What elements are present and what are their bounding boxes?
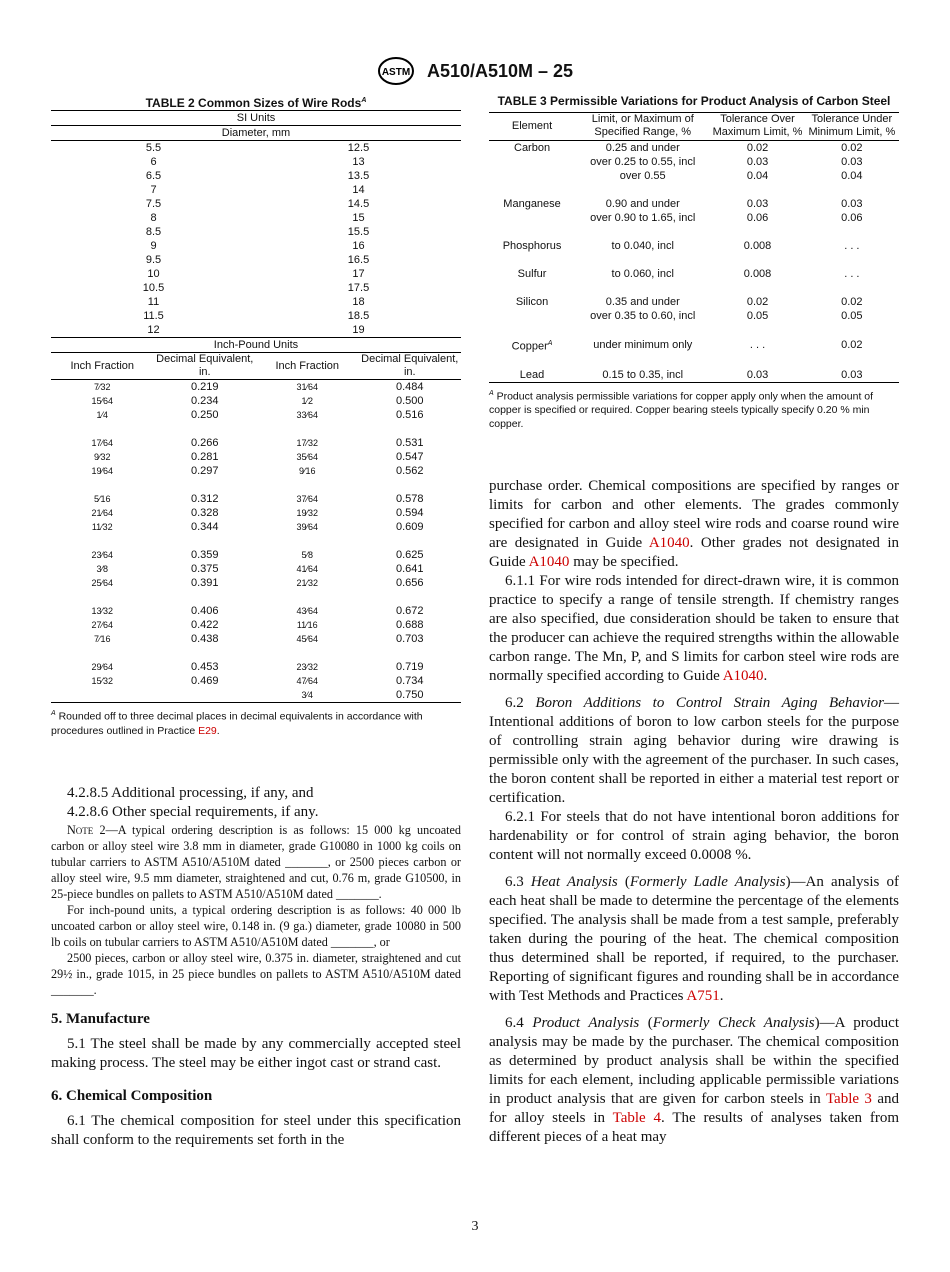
- decimal-cell: 0.734: [395, 675, 424, 687]
- link-table-4[interactable]: Table 4: [612, 1110, 662, 1127]
- element-cell: Carbon: [514, 142, 551, 154]
- value-cell: 0.03: [746, 156, 769, 168]
- si-diameter-cell: 13: [352, 156, 365, 168]
- inch-fraction-cell: 37⁄64: [296, 494, 319, 504]
- decimal-cell: 0.500: [395, 395, 424, 407]
- inch-fraction-cell: 33⁄64: [296, 410, 319, 420]
- table-row: [51, 688, 461, 703]
- si-diameter-cell: 7: [150, 184, 157, 196]
- table-row: [51, 674, 461, 688]
- astm-logo: [377, 56, 415, 86]
- para-6-4: 6.4 Product Analysis (Formerly Check Analysis)—A product analysis may be made by the purchaser. The chemical composition as determined by product analysis shall be within the specified limits for each element, including applicable permissible variations in product analysis that are given for carbon steels in Table 3 and for alloy steels in Table 4. The results of analyses taken from different pieces of a heat may: [489, 1015, 900, 1146]
- table-row: [489, 155, 899, 169]
- table-row: [489, 337, 899, 354]
- element-cell: Manganese: [503, 198, 561, 210]
- value-cell: 0.03: [841, 156, 863, 168]
- table-row: [51, 380, 461, 395]
- si-diameter-cell: 17: [352, 268, 365, 280]
- si-diameter-cell: 12: [51, 323, 256, 338]
- si-diameter-cell: 9: [150, 240, 157, 252]
- decimal-cell: 0.516: [395, 409, 424, 421]
- inch-fraction-cell: 47⁄64: [296, 676, 319, 686]
- value-cell: . . .: [749, 339, 766, 352]
- si-diameter-header: Diameter, mm: [51, 126, 461, 141]
- decimal-cell: 0.672: [395, 605, 424, 617]
- decimal-cell: 0.625: [395, 549, 424, 561]
- table-row: [51, 464, 461, 478]
- table-row: [489, 197, 899, 211]
- left-column: [51, 94, 461, 1150]
- value-cell: 0.02: [746, 142, 769, 154]
- element-cell: Sulfur: [517, 268, 547, 280]
- element-cell: [489, 309, 575, 323]
- si-diameter-cell: 10: [147, 268, 160, 280]
- value-cell: over 0.35 to 0.60, incl: [590, 310, 696, 322]
- decimal-cell: 0.703: [395, 633, 424, 645]
- table3: [489, 112, 899, 383]
- element-cell: Phosphorus: [502, 240, 562, 252]
- table-row: [51, 267, 461, 281]
- para-6-1-1: 6.1.1 For wire rods intended for direct-drawn wire, it is common practice to specify a range of tensile strength. If chemistry ranges are also specified, due consideration should be taken to ensure that the producer can achieve the required strengths within the allowable carbon range. The Mn, P, and S limits for carbon steel wire rods are normally specified according to Guide A1040.: [489, 573, 899, 685]
- decimal-cell: 0.453: [190, 661, 219, 673]
- decimal-cell: 0.328: [190, 507, 219, 519]
- si-diameter-cell: 18: [352, 296, 365, 308]
- inch-fraction-cell: 41⁄64: [296, 564, 319, 574]
- inch-fraction-cell: 21⁄32: [296, 578, 319, 588]
- link-a751[interactable]: A751: [686, 988, 720, 1005]
- value-cell: 0.02: [841, 142, 863, 154]
- table-row: [51, 436, 461, 450]
- table-row: [51, 492, 461, 506]
- inch-fraction-cell: 45⁄64: [296, 634, 319, 644]
- inch-fraction-cell: 11⁄16: [296, 620, 318, 630]
- inch-fraction-cell: [51, 688, 154, 703]
- decimal-cell: 0.484: [395, 381, 424, 393]
- si-diameter-cell: 16.5: [347, 254, 370, 266]
- decimal-cell: 0.609: [395, 521, 424, 533]
- value-cell: over 0.55: [619, 170, 666, 182]
- decimal-cell: 0.547: [395, 451, 424, 463]
- column-header: Element: [489, 113, 575, 141]
- inch-fraction-cell: 43⁄64: [296, 606, 319, 616]
- si-diameter-cell: 18.5: [347, 310, 370, 322]
- si-diameter-cell: 19: [256, 323, 461, 338]
- decimal-cell: 0.250: [190, 409, 219, 421]
- table-row: [51, 197, 461, 211]
- standard-designation: A510/A510M – 25: [426, 60, 574, 81]
- para-6-3: 6.3 Heat Analysis (Formerly Ladle Analysis)—An analysis of each heat shall be made to determine the percentage of the elements specified. The analysis shall be made from a test sample, preferably taken during the pouring of the heat. The chemical composition thus determined shall be reported, if required, to the purchaser. Reporting of significant figures and rounding shall be in accordance with Test Methods and Practices A751.: [489, 874, 899, 1005]
- inch-fraction-cell: 35⁄64: [296, 452, 319, 462]
- value-cell: 0.04: [746, 170, 769, 182]
- inch-fraction-cell: 11⁄32: [91, 522, 113, 532]
- inch-fraction-cell: 3⁄4: [256, 688, 359, 703]
- si-diameter-cell: 14: [352, 184, 365, 196]
- decimal-cell: 0.359: [190, 549, 219, 561]
- value-cell: 0.02: [841, 339, 863, 352]
- table-row: [51, 253, 461, 267]
- table-row: [51, 506, 461, 520]
- table-row: [51, 562, 461, 576]
- inch-fraction-cell: 9⁄32: [93, 452, 111, 462]
- decimal-cell: 0.344: [190, 521, 219, 533]
- value-cell: to 0.040, incl: [611, 240, 674, 252]
- decimal-cell: 0.266: [190, 437, 219, 449]
- inch-fraction-cell: 3⁄8: [96, 564, 108, 574]
- value-cell: to 0.060, incl: [611, 268, 674, 280]
- link-a1040[interactable]: A1040: [528, 554, 570, 571]
- inch-fraction-cell: 19⁄64: [91, 466, 114, 476]
- decimal-cell: 0.531: [395, 437, 424, 449]
- value-cell: 0.90 and under: [605, 198, 680, 210]
- column-header: Tolerance Over Maximum Limit, %: [710, 113, 804, 141]
- value-cell: 0.008: [743, 240, 772, 252]
- ip-units-title: Inch-Pound Units: [51, 338, 461, 353]
- decimal-cell: 0.656: [395, 577, 424, 589]
- si-diameter-cell: 5.5: [145, 142, 162, 154]
- decimal-cell: 0.438: [190, 633, 219, 645]
- si-diameter-cell: 8.5: [145, 226, 162, 238]
- table-row: [51, 548, 461, 562]
- si-units-title: SI Units: [51, 111, 461, 126]
- element-cell: Lead: [489, 368, 575, 383]
- decimal-cell: 0.297: [190, 465, 219, 477]
- para-4-2-8-6: 4.2.8.6 Other special requirements, if any.: [67, 803, 319, 820]
- inch-fraction-cell: 15⁄32: [91, 676, 114, 686]
- decimal-cell: 0.641: [395, 563, 424, 575]
- table-row: [51, 169, 461, 183]
- si-diameter-cell: 6: [150, 156, 157, 168]
- table-row: [51, 632, 461, 646]
- table-row: [489, 295, 899, 309]
- table-row: [489, 141, 899, 156]
- section-6-title: 6. Chemical Composition: [51, 1087, 213, 1104]
- inch-fraction-cell: 1⁄4: [96, 410, 108, 420]
- column-header: Decimal Equivalent, in.: [154, 353, 257, 380]
- table-row: [51, 295, 461, 309]
- si-diameter-cell: 11.5: [143, 310, 164, 322]
- link-e29[interactable]: E29: [198, 724, 217, 737]
- table2-caption: TABLE 2 Common Sizes of Wire Rods$^A$: [145, 96, 367, 110]
- si-diameter-cell: 13.5: [347, 170, 370, 182]
- page-number: 3: [471, 1219, 479, 1234]
- table-row: [51, 520, 461, 534]
- decimal-cell: 0.219: [190, 381, 219, 393]
- decimal-cell: [154, 688, 257, 703]
- para-6-1: 6.1 The chemical composition for steel under this specification shall conform to the requirements set forth in the: [51, 1112, 461, 1148]
- para-6-2-1: 6.2.1 For steels that do not have intentional boron additions for hardenability or for control of strain aging behavior, the boron content will not normally exceed 0.0008 %.: [489, 809, 899, 864]
- column-header: Inch Fraction: [51, 353, 154, 380]
- value-cell: 0.03: [710, 368, 804, 383]
- si-diameter-cell: 9.5: [145, 254, 162, 266]
- decimal-cell: 0.422: [190, 619, 219, 631]
- si-diameter-cell: 8: [150, 212, 157, 224]
- table-row: [51, 155, 461, 169]
- table2: [51, 110, 461, 703]
- value-cell: . . .: [844, 240, 860, 252]
- table-row: [51, 323, 461, 338]
- inch-fraction-cell: 27⁄64: [91, 620, 114, 630]
- note-2-ip-2: 2500 pieces, carbon or alloy steel wire, 0.375 in. diameter, straightened and cut 29½ in., grade 1015, in 25 piece bundles on pallets to ASTM A510/A510M dated _______.: [51, 950, 461, 997]
- table-row: [51, 576, 461, 590]
- table-row: [489, 211, 899, 225]
- para-5-1: 5.1 The steel shall be made by any commercially accepted steel making process. The steel may be either ingot cast or strand cast.: [51, 1035, 461, 1071]
- element-cell: [489, 169, 575, 183]
- inch-fraction-cell: 25⁄64: [91, 578, 114, 588]
- para-6-1-cont: purchase order. Chemical compositions are specified by ranges or limits for carbon and other elements. The grades commonly specified for carbon and alloy steel wire rods and coarse round wire are designated in Guide A1040. Other grades not designated in Guide A1040 may be specified.: [489, 478, 899, 571]
- table-row: [51, 211, 461, 225]
- decimal-cell: 0.578: [395, 493, 424, 505]
- decimal-cell: 0.234: [190, 395, 219, 407]
- table-row: [51, 141, 461, 156]
- inch-fraction-cell: 17⁄32: [296, 438, 319, 448]
- decimal-cell: 0.312: [190, 493, 219, 505]
- footnote-marker: A: [547, 340, 553, 347]
- note-2-ip-1: For inch-pound units, a typical ordering description is as follows: 40 000 lb uncoated carbon or alloy steel wire, 0.148 in. (9 ga.) diameter, grade 10080 in 500 lb coils on tubular carriers to ASTM A510/A510M dated _______, or: [51, 902, 461, 949]
- value-cell: 0.03: [805, 368, 899, 383]
- inch-fraction-cell: 5⁄16: [93, 494, 111, 504]
- para-6-2: 6.2 Boron Additions to Control Strain Aging Behavior—Intentional additions of boron to low carbon steels for the purpose of controlling strain aging behavior during wire drawing is permissible only with the agreement of the purchaser. In such cases, the boron content shall be reported in either a material test report or certification.: [489, 695, 900, 807]
- table-row: [51, 183, 461, 197]
- si-diameter-cell: 6.5: [145, 170, 162, 182]
- decimal-cell: 0.375: [190, 563, 219, 575]
- si-diameter-cell: 15.5: [347, 226, 370, 238]
- decimal-cell: 0.469: [190, 675, 219, 687]
- element-cell: Silicon: [515, 296, 549, 308]
- inch-fraction-cell: 39⁄64: [296, 522, 319, 532]
- page-header: [0, 56, 950, 86]
- decimal-cell: 0.391: [190, 577, 219, 589]
- value-cell: 0.06: [746, 212, 769, 224]
- element-cell: [489, 155, 575, 169]
- inch-fraction-cell: 19⁄32: [296, 508, 319, 518]
- svg-text:ASTM: ASTM: [381, 67, 411, 78]
- inch-fraction-cell: 1⁄2: [301, 396, 313, 406]
- table-row: [489, 267, 899, 281]
- table-row: [489, 368, 899, 383]
- table-row: [51, 408, 461, 422]
- element-cell: Copper$^A$: [511, 340, 553, 353]
- table3-caption: TABLE 3 Permissible Variations for Product Analysis of Carbon Steel: [497, 94, 891, 108]
- table-row: [489, 239, 899, 253]
- section-5-title: 5. Manufacture: [51, 1010, 150, 1027]
- inch-fraction-cell: 9⁄16: [298, 466, 316, 476]
- inch-fraction-cell: 7⁄16: [93, 634, 111, 644]
- table-row: [489, 309, 899, 323]
- column-header: Inch Fraction: [256, 353, 359, 380]
- si-diameter-cell: 16: [352, 240, 365, 252]
- decimal-cell: 0.594: [395, 507, 424, 519]
- para-4-2-8-5: 4.2.8.5 Additional processing, if any, and: [67, 784, 314, 801]
- value-cell: 0.35 and under: [605, 296, 680, 308]
- inch-fraction-cell: 23⁄64: [91, 550, 114, 560]
- value-cell: 0.05: [841, 310, 863, 322]
- table-row: [51, 225, 461, 239]
- value-cell: 0.02: [746, 296, 769, 308]
- value-cell: 0.15 to 0.35, incl: [575, 368, 710, 383]
- inch-fraction-cell: 13⁄32: [91, 606, 114, 616]
- table3-footnote: $^A$ Product analysis permissible variations for copper apply only when the amount of copper is specified or required. Copper bearing steels typically specify 0.20 % min copper.: [489, 389, 874, 431]
- inch-fraction-cell: 29⁄64: [91, 662, 114, 672]
- column-header: Decimal Equivalent, in.: [359, 353, 462, 380]
- table-row: [51, 309, 461, 323]
- value-cell: 0.008: [743, 268, 772, 280]
- decimal-cell: 0.688: [395, 619, 424, 631]
- link-a1040[interactable]: A1040: [648, 535, 690, 552]
- decimal-cell: 0.406: [190, 605, 219, 617]
- value-cell: 0.05: [746, 310, 769, 322]
- value-cell: 0.03: [841, 198, 863, 210]
- inch-fraction-cell: 15⁄64: [91, 396, 114, 406]
- inch-fraction-cell: 17⁄64: [91, 438, 114, 448]
- link-a1040[interactable]: A1040: [722, 668, 764, 685]
- table-row: [51, 394, 461, 408]
- value-cell: 0.04: [841, 170, 863, 182]
- decimal-cell: 0.719: [395, 661, 424, 673]
- table-row: [489, 169, 899, 183]
- link-table-3[interactable]: Table 3: [825, 1091, 872, 1108]
- decimal-cell: 0.281: [190, 451, 219, 463]
- value-cell: under minimum only: [593, 339, 693, 352]
- si-diameter-cell: 10.5: [142, 282, 165, 294]
- value-cell: 0.03: [746, 198, 769, 210]
- table-row: [51, 604, 461, 618]
- inch-fraction-cell: 31⁄64: [296, 382, 319, 392]
- table-row: [51, 239, 461, 253]
- value-cell: 0.06: [841, 212, 863, 224]
- right-column: [489, 94, 899, 1147]
- inch-fraction-cell: 23⁄32: [296, 662, 319, 672]
- si-diameter-cell: 17.5: [347, 282, 370, 294]
- decimal-cell: 0.750: [359, 688, 462, 703]
- table-row: [51, 660, 461, 674]
- si-diameter-cell: 11: [147, 296, 160, 308]
- si-diameter-cell: 7.5: [145, 198, 162, 210]
- element-cell: [489, 211, 575, 225]
- table-row: [51, 281, 461, 295]
- table-row: [51, 450, 461, 464]
- value-cell: over 0.25 to 0.55, incl: [590, 156, 696, 168]
- table2-footnote: $^A$ Rounded off to three decimal places in decimal equivalents in accordance with procedures outlined in Practice E29.: [51, 710, 423, 737]
- si-diameter-cell: 14.5: [347, 198, 370, 210]
- si-diameter-cell: 12.5: [347, 142, 370, 154]
- si-diameter-cell: 15: [352, 212, 365, 224]
- value-cell: . . .: [844, 268, 860, 280]
- decimal-cell: 0.562: [395, 465, 424, 477]
- table-row: [51, 618, 461, 632]
- inch-fraction-cell: 21⁄64: [91, 508, 114, 518]
- value-cell: over 0.90 to 1.65, incl: [590, 212, 696, 224]
- inch-fraction-cell: 5⁄8: [301, 550, 313, 560]
- column-header: Limit, or Maximum of Specified Range, %: [575, 113, 710, 141]
- value-cell: 0.25 and under: [605, 142, 680, 154]
- note-2: Note 2—A typical ordering description is as follows: 15 000 kg uncoated carbon or alloy steel wire 3.8 mm in diameter, grade G10080 in 1000 kg coils on tubular carriers to ASTM A510/A510M dated _______, or 2500 pieces carbon or alloy steel wire, 9.5 mm diameter, straightened and cut, 0.76 m, grade G10500, in 25-piece bundles on pallets to ASTM A510/A510M dated _______.: [51, 822, 462, 901]
- column-header: Tolerance Under Minimum Limit, %: [805, 113, 899, 141]
- inch-fraction-cell: 7⁄32: [93, 382, 111, 392]
- value-cell: 0.02: [841, 296, 863, 308]
